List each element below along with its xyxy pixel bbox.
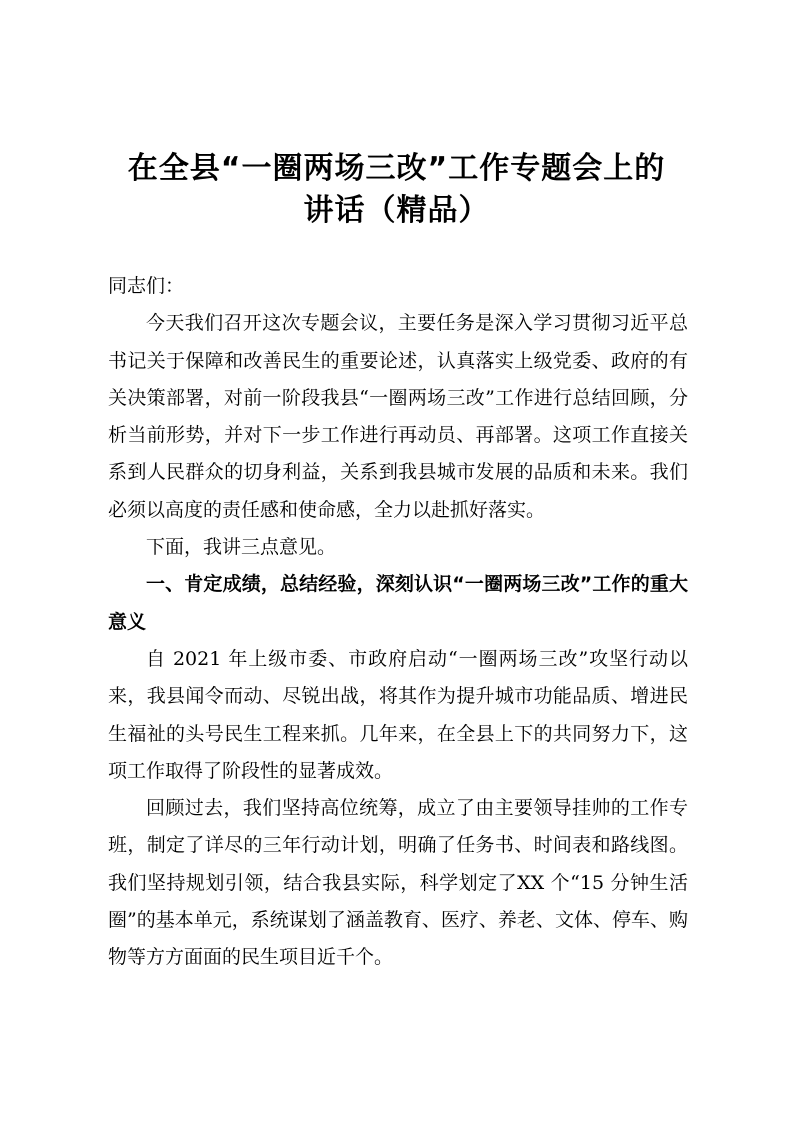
document-title [100,148,693,232]
paragraph-section-1: 自 2021 年上级市委、市政府启动“一圈两场三改”攻坚行动以来，我县闻令而动、尽锐出战，将其作为提升城市功能品质、增进民生福祉的头号民生工程来抓。几年来，在全县上下的共同努力下，这项工作取得了阶段性的显著成效。 [108,647,688,782]
salutation: 同志们： [108,275,185,297]
document-body [108,268,688,977]
title-line-1: 在全县“一圈两场三改”工作专题会上的 [127,151,666,186]
title-line-2: 讲话（精品） [303,193,490,228]
paragraph-intro: 今天我们召开这次专题会议，主要任务是深入学习贯彻习近平总书记关于保障和改善民生的重要论述，认真落实上级党委、政府的有关决策部署，对前一阶段我县“一圈两场三改”工作进行总结回顾，分析当前形势，并对下一步工作进行再动员、再部署。这项工作直接关系到人民群众的切身利益，关系到我县城市发展的品质和未来。我们必须以高度的责任感和使命感，全力以赴抓好落实。 [108,312,688,521]
paragraph-section-2: 回顾过去，我们坚持高位统筹，成立了由主要领导挂帅的工作专班，制定了详尽的三年行动计划，明确了任务书、时间表和路线图。我们坚持规划引领，结合我县实际，科学划定了XX 个“15 分钟生活圈”的基本单元，系统谋划了涵盖教育、医疗、养老、文体、停车、购物等方方面面的民生项目近千个。 [108,797,688,969]
paragraph-outline: 下面，我讲三点意见。 [146,536,337,559]
section-heading-1: 一、肯定成绩，总结经验，深刻认识“一圈两场三改”工作的重大意义 [108,573,688,633]
